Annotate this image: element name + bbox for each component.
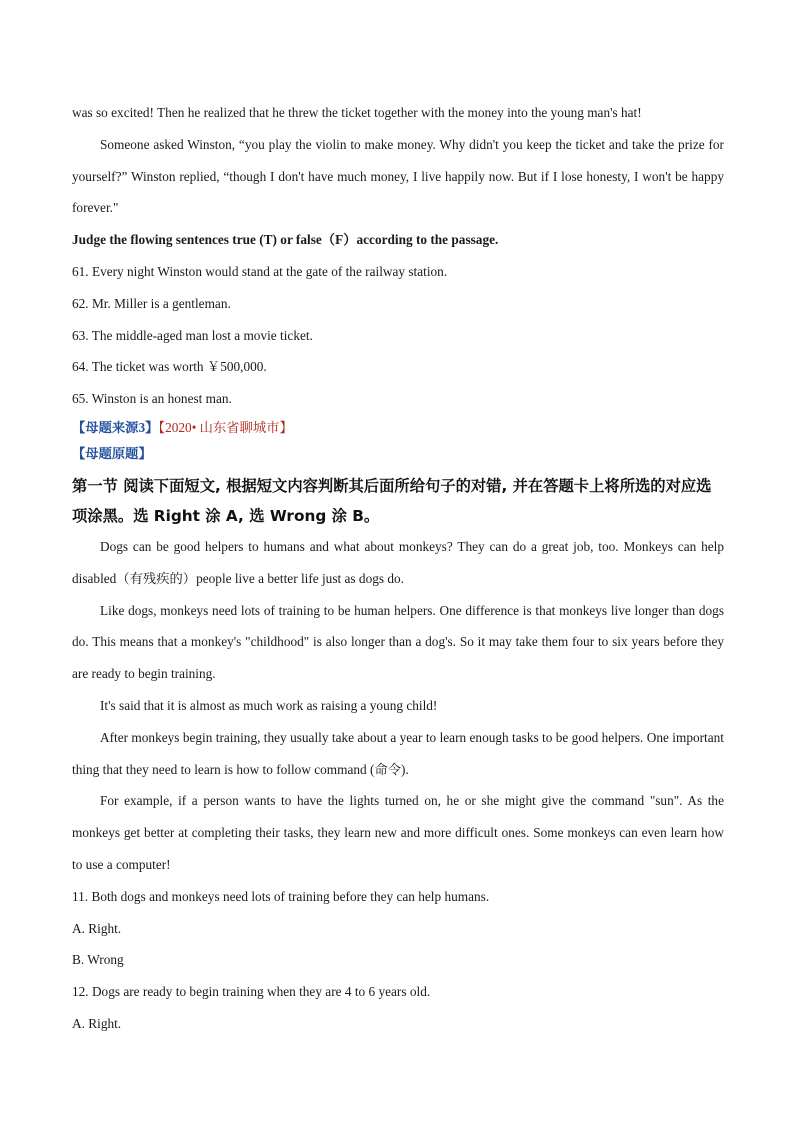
source-tag: 【母题来源3】 [72, 419, 159, 435]
judge-item-65: 65. Winston is an honest man. [72, 391, 232, 407]
original-question-line [72, 441, 724, 467]
judge-item-63: 63. The middle-aged man lost a movie ticket. [72, 327, 313, 343]
source-detail: 2020• 山东省聊城市 [165, 419, 280, 435]
judge-instruction: Judge the flowing sentences true (T) or false（F）according to the passage. [72, 232, 499, 248]
source-line [72, 415, 724, 441]
question-11-option-a: A. Right. [72, 920, 122, 936]
original-tag: 【母题原题】 [72, 445, 152, 461]
question-11-option-b: B. Wrong [72, 952, 124, 968]
passage1-paragraph-tail: was so excited! Then he realized that he threw the ticket together with the money into the young man's hat! [72, 105, 642, 120]
passage2-paragraph-3: It's said that it is almost as much work as raising a young child! [100, 697, 438, 713]
passage2-paragraph-5: For example, if a person wants to have the lights turned on, he or she might give the command "sun". As the monkeys get better at completing their tasks, they learn new and more difficult ones. Some monkeys can even learn how to use a computer! [72, 793, 724, 872]
source-bracket-close: 】 [279, 419, 293, 435]
passage1-paragraph-2: Someone asked Winston, “you play the violin to make money. Why didn't you keep the ticket and take the prize for yourself?” Winston replied, “though I don't have much money, I live happily now. But if I lose honesty, I won't be happy forever." [72, 136, 724, 216]
question-12: 12. Dogs are ready to begin training when they are 4 to 6 years old. [72, 984, 431, 1000]
passage2-paragraph-4: After monkeys begin training, they usually take about a year to learn enough tasks to be good helpers. One important thing that they need to learn is how to follow command (命令). [72, 729, 724, 777]
question-11: 11. Both dogs and monkeys need lots of training before they can help humans. [72, 888, 490, 904]
passage2-paragraph-2: Like dogs, monkeys need lots of training to be human helpers. One difference is that monkeys live longer than dogs do. This means that a monkey's "childhood" is also longer than a dog's. So it may take them four to six years before they are ready to begin training. [72, 602, 724, 682]
source-bracket-open: 【 [158, 419, 166, 435]
judge-item-62: 62. Mr. Miller is a gentleman. [72, 295, 231, 311]
question-12-option-a: A. Right. [72, 1015, 122, 1031]
document-page [72, 97, 724, 1040]
section-heading: 第一节 阅读下面短文, 根据短文内容判断其后面所给句子的对错, 并在答题卡上将所选的对应选项涂黑。选 Right 涂 A, 选 Wrong 涂 B。 [72, 476, 712, 525]
passage2-paragraph-1: Dogs can be good helpers to humans and what about monkeys? They can do a great job, too. Monkeys can help disabled（有残疾的）people live a better life just as dogs do. [72, 538, 724, 586]
judge-item-61: 61. Every night Winston would stand at the gate of the railway station. [72, 263, 448, 279]
judge-item-64: 64. The ticket was worth ￥500,000. [72, 359, 267, 375]
